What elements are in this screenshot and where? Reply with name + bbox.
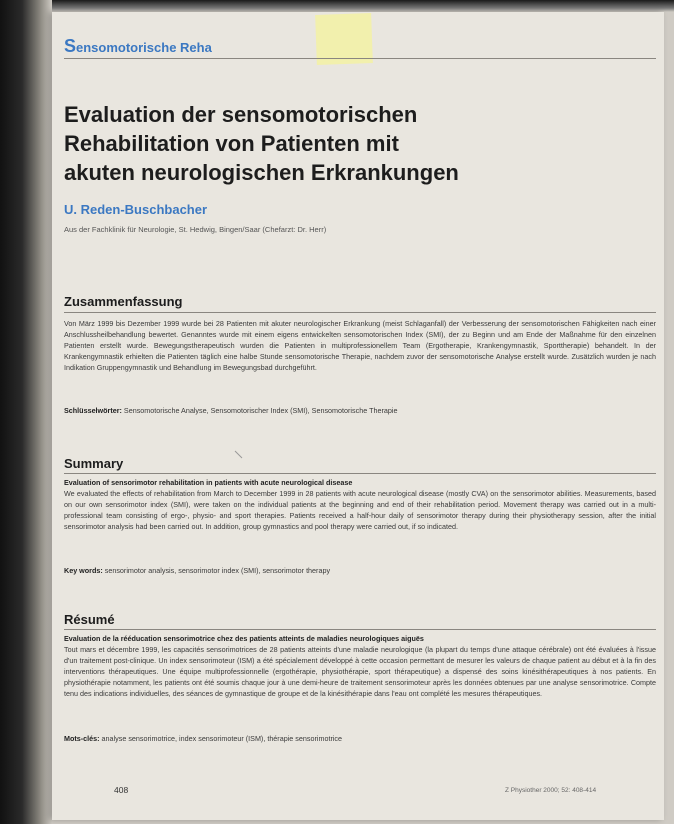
title-line-3: akuten neurologischen Erkrankungen xyxy=(64,160,459,185)
section-label-rest: ensomotorische Reha xyxy=(76,40,212,55)
article-title xyxy=(64,100,584,187)
journal-citation: Z Physiother 2000; 52: 408-414 xyxy=(505,787,597,794)
zusammenfassung-keywords xyxy=(64,406,656,415)
resume-subtitle-text: Evaluation de la rééducation sensorimotrice chez des patients atteints de maladies neurologiques aiguës xyxy=(64,634,424,643)
resume-rule xyxy=(64,629,656,630)
zusammenfassung-keywords-list: Sensomotorische Analyse, Sensomotorischer Index (SMI), Sensomotorische Therapie xyxy=(121,406,398,415)
section-initial: S xyxy=(64,36,77,56)
resume-heading: Résumé xyxy=(64,612,115,627)
title-line-2: Rehabilitation von Patienten mit xyxy=(64,131,399,156)
resume-subtitle xyxy=(64,633,656,644)
resume-keywords-label: Mots-clés: xyxy=(64,734,100,743)
zusammenfassung-rule xyxy=(64,312,656,313)
summary-subtitle xyxy=(64,477,656,488)
zusammenfassung-heading: Zusammenfassung xyxy=(64,294,183,309)
scan-shadow-top xyxy=(52,0,674,12)
resume-keywords xyxy=(64,734,656,743)
resume-keywords-list: analyse sensorimotrice, index sensorimoteur (ISM), thérapie sensorimotrice xyxy=(99,734,343,743)
title-line-1: Evaluation der sensomotorischen xyxy=(64,102,418,127)
summary-subtitle-text: Evaluation of sensorimotor rehabilitation in patients with acute neurological disease xyxy=(64,478,353,487)
summary-text: We evaluated the effects of rehabilitation from March to December 1999 in 28 patients with acute neurological disease (mostly CVA) on the sensorimotor abilities. Measurements, based on our own sensorimotor index (SMI), were taken on the individual patients at the beginning and end of their rehabilitation period. Movement therapy was carried out in a multi-professional team consisting of ergo-, physio- and sport therapies. Patients received a half-hour daily of sensorimotor therapy during their physiotherapy session, after the initial sensorimotor analysis had been carried out. In addition, group gymnastics and pool therapy were carried out, if so indicated. xyxy=(64,489,656,531)
author: U. Reden-Buschbacher xyxy=(64,202,208,217)
scan-shadow-left xyxy=(0,0,52,824)
summary-keywords xyxy=(64,566,656,575)
zusammenfassung-keywords-label: Schlüsselwörter: xyxy=(64,406,122,415)
summary-keywords-label: Key words: xyxy=(64,566,103,575)
summary-rule xyxy=(64,473,656,474)
summary-keywords-list: sensorimotor analysis, sensorimotor index (SMI), sensorimotor therapy xyxy=(102,566,331,575)
summary-heading: Summary xyxy=(64,456,124,471)
page-number: 408 xyxy=(114,785,129,795)
zusammenfassung-text: Von März 1999 bis Dezember 1999 wurde bei 28 Patienten mit akuter neurologischer Erkrankung (meist Schlaganfall) der Verbesserung der sensomotorischen Fähigkeiten nach einer Anschlussheilbehandlung bewertet. Genanntes wurde mit einem eigens entwickelten sensomotorischen Index (SMI), der zu Beginn und am Ende der Maßnahme für den einzelnen Patienten erstellt wurde. Bewegungstherapeutisch wurden die Patienten in multiprofessionellem Team (Ergotherapie, Krankengymnastik, Sporttherapie) behandelt. In der Krankengymnastik erhielten die Patienten täglich eine halbe Stunde sensomotorische Therapie, nachdem zuvor der sensomotorische Analyse erstellt wurde. Zusätzlich wurden je nach Indikation Gruppengymnastik und Behandlung im Bewegungsbad durchgeführt. xyxy=(64,319,656,372)
affiliation: Aus der Fachklinik für Neurologie, St. Hedwig, Bingen/Saar (Chefarzt: Dr. Herr) xyxy=(64,225,327,234)
section-label xyxy=(64,36,212,57)
section-rule xyxy=(64,58,656,59)
pen-mark xyxy=(234,450,244,460)
resume-text: Tout mars et décembre 1999, les capacités sensorimotrices de 28 patients atteints d'une maladie neurologique (la plupart du temps d'une attaque cérébrale) ont été évaluées à l'issue d'un traitement post-clinique. Un index sensorimoteur (ISM) a été spécialement développé à cette occasion permettant de mesurer les valeurs de chaque patient au début et à la fin des interventions thérapeutiques. Une équipe multiprofessionnelle (ergothérapie, physiothérapie, sport thérapeutique) a dispensé des soins kinésithérapeutiques à nos patients. En physiothérapie notamment, les patients ont été soumis chaque jour à une demi-heure de traitement sensorimoteur après les données obtenues par une analyse sensorimotrice. Compte tenu des indications individuelles, des séances de gymnastique de groupe et de la kinésithérapie dans l'eau ont complété les mesures thérapeutiques. xyxy=(64,645,656,698)
